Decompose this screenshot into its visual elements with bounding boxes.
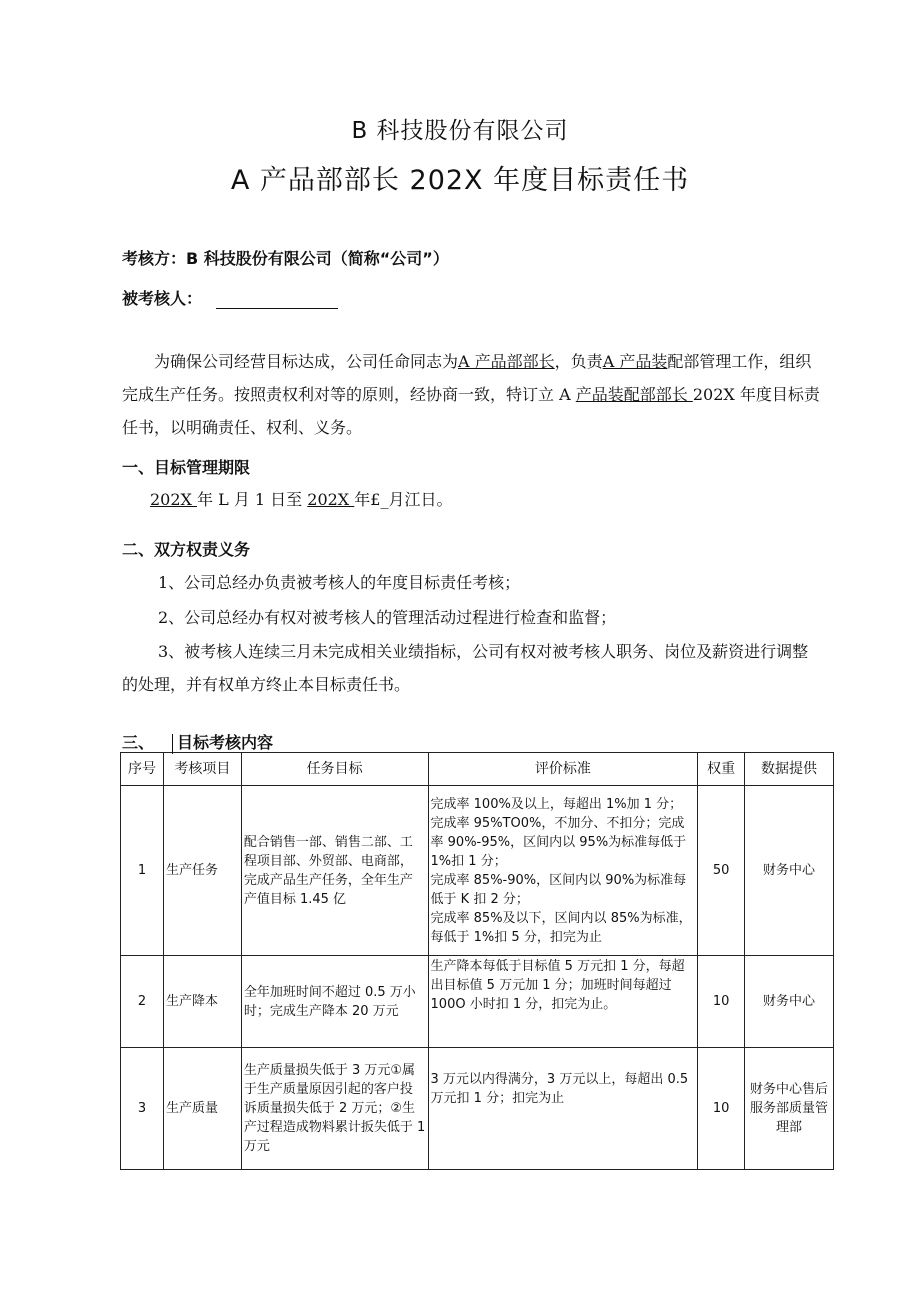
row-criteria [428, 1048, 698, 1170]
row-no: 1 [121, 786, 164, 956]
row-no: 3 [121, 1048, 164, 1170]
table-row [121, 786, 834, 956]
criteria-line: 完成率 85%-90%，区间内以 90%为标准每低于 K 扣 2 分； [430, 872, 687, 907]
col-header-criteria: 评价标准 [428, 753, 698, 786]
assessor-label: 考核方： [122, 249, 187, 268]
row-target: 生产质量损失低于 3 万元①属于生产质量原因引起的客户投诉质量损失低于 2 万元；②生产过程造成物料累计扳失低于 1 万元 [241, 1048, 428, 1170]
duty-item-3: 3、被考核人连续三月未完成相关业绩指标，公司有权对被考核人职务、岗位及薪资进行调整的处理，并有权单方终止本目标责任书。 [122, 642, 809, 694]
section3-number: 三、 [122, 733, 155, 752]
row-criteria [428, 956, 698, 1048]
period-year-end: 202X [307, 490, 355, 509]
row-item: 生产任务 [163, 786, 241, 956]
row-provider: 财务中心 [745, 956, 834, 1048]
period-text-1: 年 L 月 1 日至 [197, 490, 308, 509]
assessee-signature-line [216, 290, 338, 309]
section1-heading: 一、目标管理期限 [122, 458, 251, 477]
assessor-line [122, 246, 449, 269]
intro-underline-1: A 产品部部长 [458, 352, 555, 371]
intro-underline-2: A 产品装 [602, 352, 668, 371]
section1-period [150, 487, 452, 510]
kpi-table [120, 752, 834, 1170]
criteria-line: 完成率 100%及以上，每超出 1%加 1 分； [430, 796, 683, 812]
section3-title: 目标考核内容 [177, 733, 274, 752]
col-header-target: 任务目标 [241, 753, 428, 786]
intro-underline-3: 产品装配部部长 [575, 385, 693, 404]
row-item: 生产降本 [163, 956, 241, 1048]
row-weight: 10 [698, 956, 745, 1048]
col-header-item: 考核项目 [163, 753, 241, 786]
col-header-weight: 权重 [698, 753, 745, 786]
criteria-line: 完成率 85%及以下，区间内以 85%为标准，每低于 1%扣 5 分，扣完为止 [430, 910, 692, 945]
intro-paragraph [122, 345, 822, 444]
assessee-line [122, 286, 338, 309]
row-weight: 50 [698, 786, 745, 956]
table-row [121, 1048, 834, 1170]
period-year-start: 202X [150, 490, 198, 509]
row-weight: 10 [698, 1048, 745, 1170]
table-row [121, 956, 834, 1048]
row-target: 配合销售一部、销售二部、工程项目部、外贸部、电商部，完成产品生产任务，全年生产产值目标 1.45 亿 [241, 786, 428, 956]
row-item: 生产质量 [163, 1048, 241, 1170]
row-criteria [428, 786, 698, 956]
table-header-row [121, 753, 834, 786]
assessee-label: 被考核人： [122, 289, 203, 308]
intro-text-1: 为确保公司经营目标达成，公司任命同志为 [154, 352, 459, 371]
col-header-no: 序号 [121, 753, 164, 786]
intro-text-3: 配部管理工作，组织完成生产任务。按照责权利对等的原则，经协商一致，特订立 A [122, 352, 812, 404]
duty-item-1: 1、公司总经办负责被考核人的年度目标责任考核； [158, 573, 521, 592]
intro-text-4: 202X 年度目标责任书，以明确责任、权利、义务。 [122, 385, 820, 437]
section2-heading: 二、双方权责义务 [122, 540, 251, 559]
col-header-provider: 数据提供 [745, 753, 834, 786]
document-title: A 产品部部长 202X 年度目标责任书 [230, 165, 690, 196]
row-provider: 财务中心 [745, 786, 834, 956]
assessor-value: B 科技股份有限公司（简称“公司”） [186, 249, 449, 268]
period-text-2: 年£_月江日。 [354, 490, 453, 509]
row-target: 全年加班时间不超过 0.5 万小时；完成生产降本 20 万元 [241, 956, 428, 1048]
criteria-line: 完成率 95%TO0%，不加分、不扣分；完成率 90%-95%，区间内以 95%为标准每低于 1%扣 1 分； [430, 815, 687, 869]
row-provider: 财务中心售后服务部质量管理部 [745, 1048, 834, 1170]
row-no: 2 [121, 956, 164, 1048]
company-name: B 科技股份有限公司 [351, 118, 569, 144]
criteria-line: 3 万元以内得满分，3 万元以上，每超出 0.5 万元扣 1 分；扣完为止 [430, 1072, 689, 1106]
section3-heading [122, 730, 273, 754]
duty-item-2: 2、公司总经办有权对被考核人的管理活动过程进行检查和监督； [158, 608, 617, 627]
intro-text-2: ，负责 [554, 352, 603, 371]
criteria-line: 生产降本每低于目标值 5 万元扣 1 分，每超出目标值 5 万元加 1 分；加班时间每超过 100O 小时扣 1 分，扣完为止。 [430, 959, 685, 1012]
